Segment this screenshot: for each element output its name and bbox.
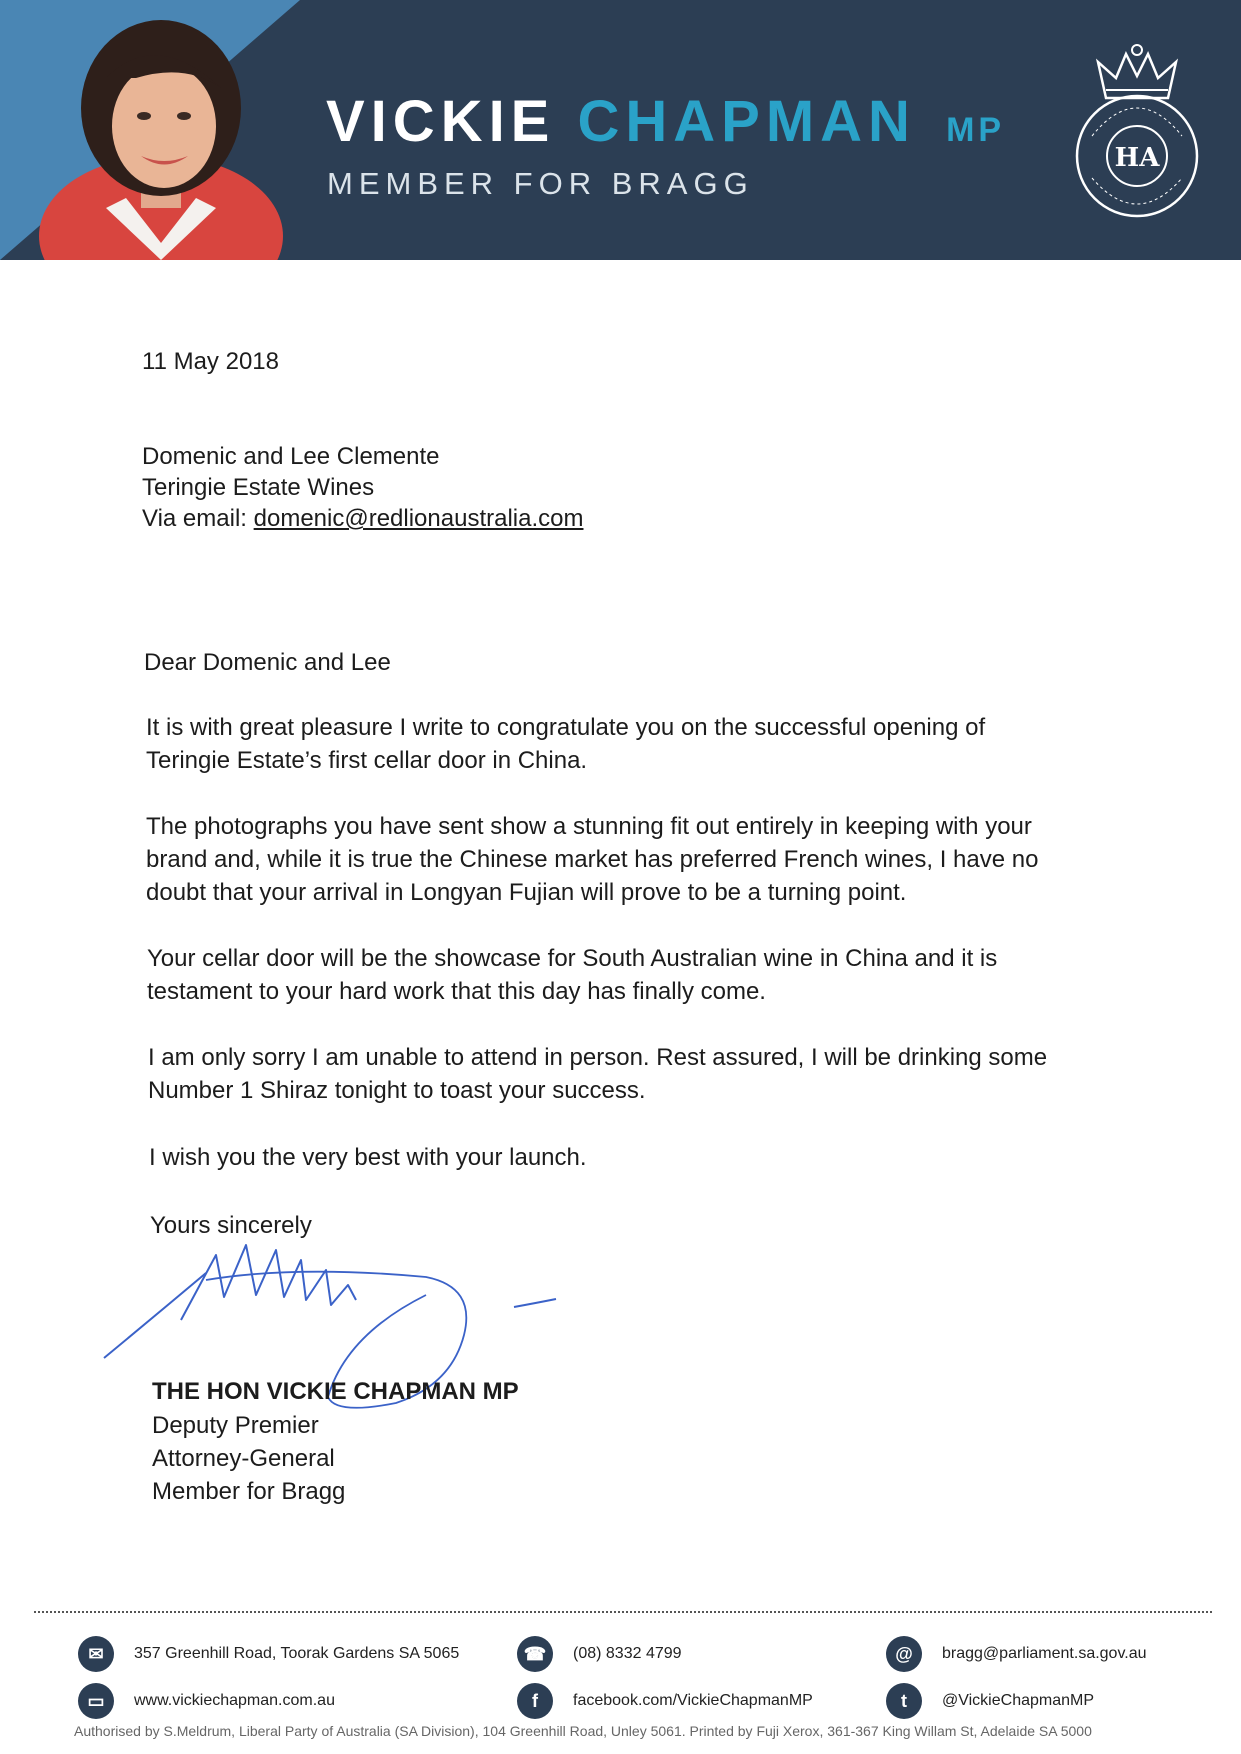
svg-text:HA: HA — [1114, 143, 1160, 173]
footer-email-text[interactable]: bragg@parliament.sa.gov.au — [942, 1645, 1147, 1662]
phone-icon: ☎ — [517, 1636, 553, 1672]
paragraph-line: I wish you the very best with your launch. — [149, 1144, 587, 1171]
paragraph-line: Teringie Estate’s first cellar door in China. — [146, 747, 588, 774]
facebook-icon: f — [517, 1683, 553, 1719]
paragraph-line: brand and, while it is true the Chinese market has preferred French wines, I have no — [146, 846, 1039, 873]
electorate-subtitle: MEMBER FOR BRAGG — [327, 166, 754, 201]
paragraph-line: The photographs you have sent show a stunning fit out entirely in keeping with your — [146, 813, 1032, 840]
recipient-email-line — [142, 503, 583, 534]
footer-divider — [34, 1611, 1212, 1613]
recipient-email-link[interactable]: domenic@redlionaustralia.com — [253, 505, 584, 532]
parliament-crest-icon — [1068, 40, 1206, 220]
footer-twitter-text[interactable]: @VickieChapmanMP — [942, 1692, 1095, 1709]
salutation: Dear Domenic and Lee — [144, 649, 391, 676]
twitter-icon: t — [886, 1683, 922, 1719]
authorisation-statement: Authorised by S.Meldrum, Liberal Party of Australia (SA Division), 104 Greenhill Road, Unley 5061. Printed by Fuji Xerox, 361-367 King Willam St, Adelaide SA 5000 — [74, 1723, 1092, 1739]
footer-address — [78, 1634, 459, 1674]
laptop-icon: ▭ — [78, 1683, 114, 1719]
footer-website-text[interactable]: www.vickiechapman.com.au — [134, 1692, 335, 1709]
name-last: CHAPMAN — [577, 89, 916, 154]
signatory-title: Deputy Premier — [152, 1412, 319, 1439]
footer-address-text: 357 Greenhill Road, Toorak Gardens SA 5065 — [134, 1645, 460, 1662]
signatory-name: THE HON VICKIE CHAPMAN MP — [152, 1378, 519, 1405]
footer-twitter[interactable] — [886, 1681, 1094, 1721]
paragraph-line: It is with great pleasure I write to congratulate you on the successful opening of — [146, 714, 986, 741]
paragraph-line: Your cellar door will be the showcase for South Australian wine in China and it is — [147, 945, 998, 972]
signatory-title: Attorney-General — [152, 1445, 335, 1472]
paragraph-line: testament to your hard work that this day has finally come. — [147, 978, 766, 1005]
recipient-names: Domenic and Lee Clemente — [142, 443, 440, 470]
paragraph-line: Number 1 Shiraz tonight to toast your success. — [148, 1077, 646, 1104]
letterhead-banner — [0, 0, 1241, 260]
name-suffix: MP — [946, 111, 1006, 149]
name-first: VICKIE — [326, 89, 556, 154]
closing: Yours sincerely — [150, 1212, 312, 1239]
via-email-label: Via email: — [142, 505, 247, 532]
footer-phone — [517, 1634, 682, 1674]
footer-website[interactable] — [78, 1681, 335, 1721]
member-name-heading — [326, 88, 1005, 155]
footer-facebook[interactable] — [517, 1681, 813, 1721]
footer-email[interactable] — [886, 1634, 1147, 1674]
signatory-title: Member for Bragg — [152, 1478, 346, 1505]
at-sign-icon: @ — [886, 1636, 922, 1672]
paragraph-line: I am only sorry I am unable to attend in person. Rest assured, I will be drinking some — [148, 1044, 1048, 1071]
footer-facebook-text[interactable]: facebook.com/VickieChapmanMP — [573, 1692, 813, 1709]
footer-phone-text: (08) 8332 4799 — [573, 1645, 682, 1662]
mailbox-icon: ✉ — [78, 1636, 114, 1672]
paragraph-line: doubt that your arrival in Longyan Fujian will prove to be a turning point. — [146, 879, 907, 906]
letter-date: 11 May 2018 — [142, 348, 279, 375]
member-portrait — [36, 8, 286, 260]
recipient-company: Teringie Estate Wines — [142, 474, 375, 501]
